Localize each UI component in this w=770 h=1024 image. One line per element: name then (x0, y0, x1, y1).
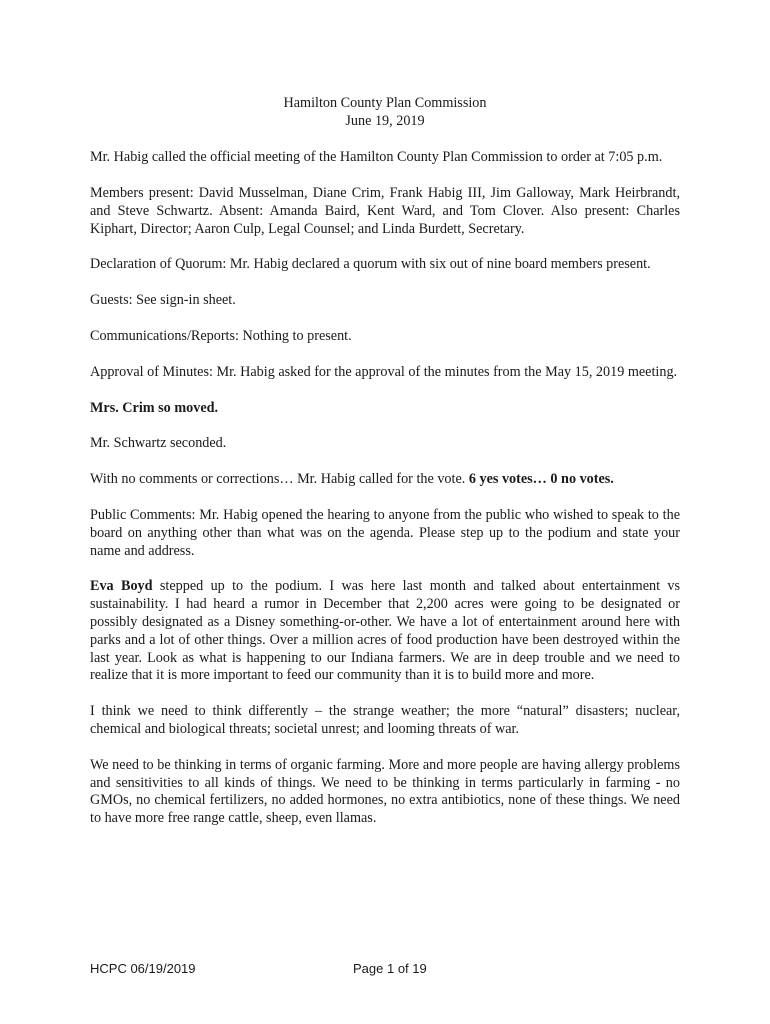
members-paragraph: Members present: David Musselman, Diane Crim, Frank Habig III, Jim Galloway, Mark Heirbrandt, and Steve Schwartz. Absent: Amanda Baird, Kent Ward, and Tom Clover. Also present: Charles Kiphart, Director; Aaron Culp, Legal Counsel; and Linda Burdett, Secretary. (90, 184, 680, 237)
approval-paragraph: Approval of Minutes: Mr. Habig asked for the approval of the minutes from the May 15, 2019 meeting. (90, 363, 678, 380)
speaker-paragraph (90, 578, 680, 685)
document-title: Hamilton County Plan Commission (283, 95, 487, 111)
second-paragraph: Mr. Schwartz seconded. (90, 435, 227, 452)
vote-result: 6 yes votes… 0 no votes. (468, 471, 614, 488)
meeting-date: June 19, 2019 (345, 112, 425, 129)
organic-farming-paragraph: We need to be thinking in terms of organic farming. More and more people are having allergy problems and sensitivities to all kinds of things. We need to be thinking in terms particularly in farming - no GMOs, no chemical fertilizers, no added hormones, no extra antibiotics, none of these things. We need to have more free range cattle, sheep, even llamas. (90, 756, 680, 827)
page-number: Page 1 of 19 (353, 961, 427, 976)
motion-paragraph: Mrs. Crim so moved. (90, 399, 219, 416)
communications-paragraph: Communications/Reports: Nothing to present. (90, 327, 352, 344)
document-header (90, 95, 680, 130)
guests-paragraph: Guests: See sign-in sheet. (90, 292, 236, 309)
vote-text: With no comments or corrections… Mr. Habig called for the vote. (90, 471, 469, 488)
speaker-text: stepped up to the podium. I was here last month and talked about entertainment vs sustainability. I had heard a rumor in December that 2,200 acres were going to be designated or possibly designated as a Disney something-or-other. We have a lot of entertainment around here with parks and a lot of other things. Over a million acres of food production have been destroyed within the last year. Look as what is happening to our Indiana farmers. We are in deep trouble and we need to realize that it is more important to feed our community than it is to build more and more. (90, 578, 680, 684)
quorum-paragraph: Declaration of Quorum: Mr. Habig declared a quorum with six out of nine board members present. (90, 256, 651, 273)
vote-paragraph (90, 471, 680, 489)
think-differently-paragraph: I think we need to think differently – the strange weather; the more “natural” disasters; nuclear, chemical and biological threats; societal unrest; and looming threats of war. (90, 703, 680, 737)
public-comments-paragraph: Public Comments: Mr. Habig opened the hearing to anyone from the public who wished to speak to the board on anything other than what was on the agenda. Please step up to the podium and state your name and address. (90, 506, 680, 559)
call-to-order-paragraph: Mr. Habig called the official meeting of the Hamilton County Plan Commission to order at 7:05 p.m. (90, 149, 663, 166)
footer-document-id: HCPC 06/19/2019 (90, 961, 196, 976)
speaker-name: Eva Boyd (90, 578, 153, 595)
